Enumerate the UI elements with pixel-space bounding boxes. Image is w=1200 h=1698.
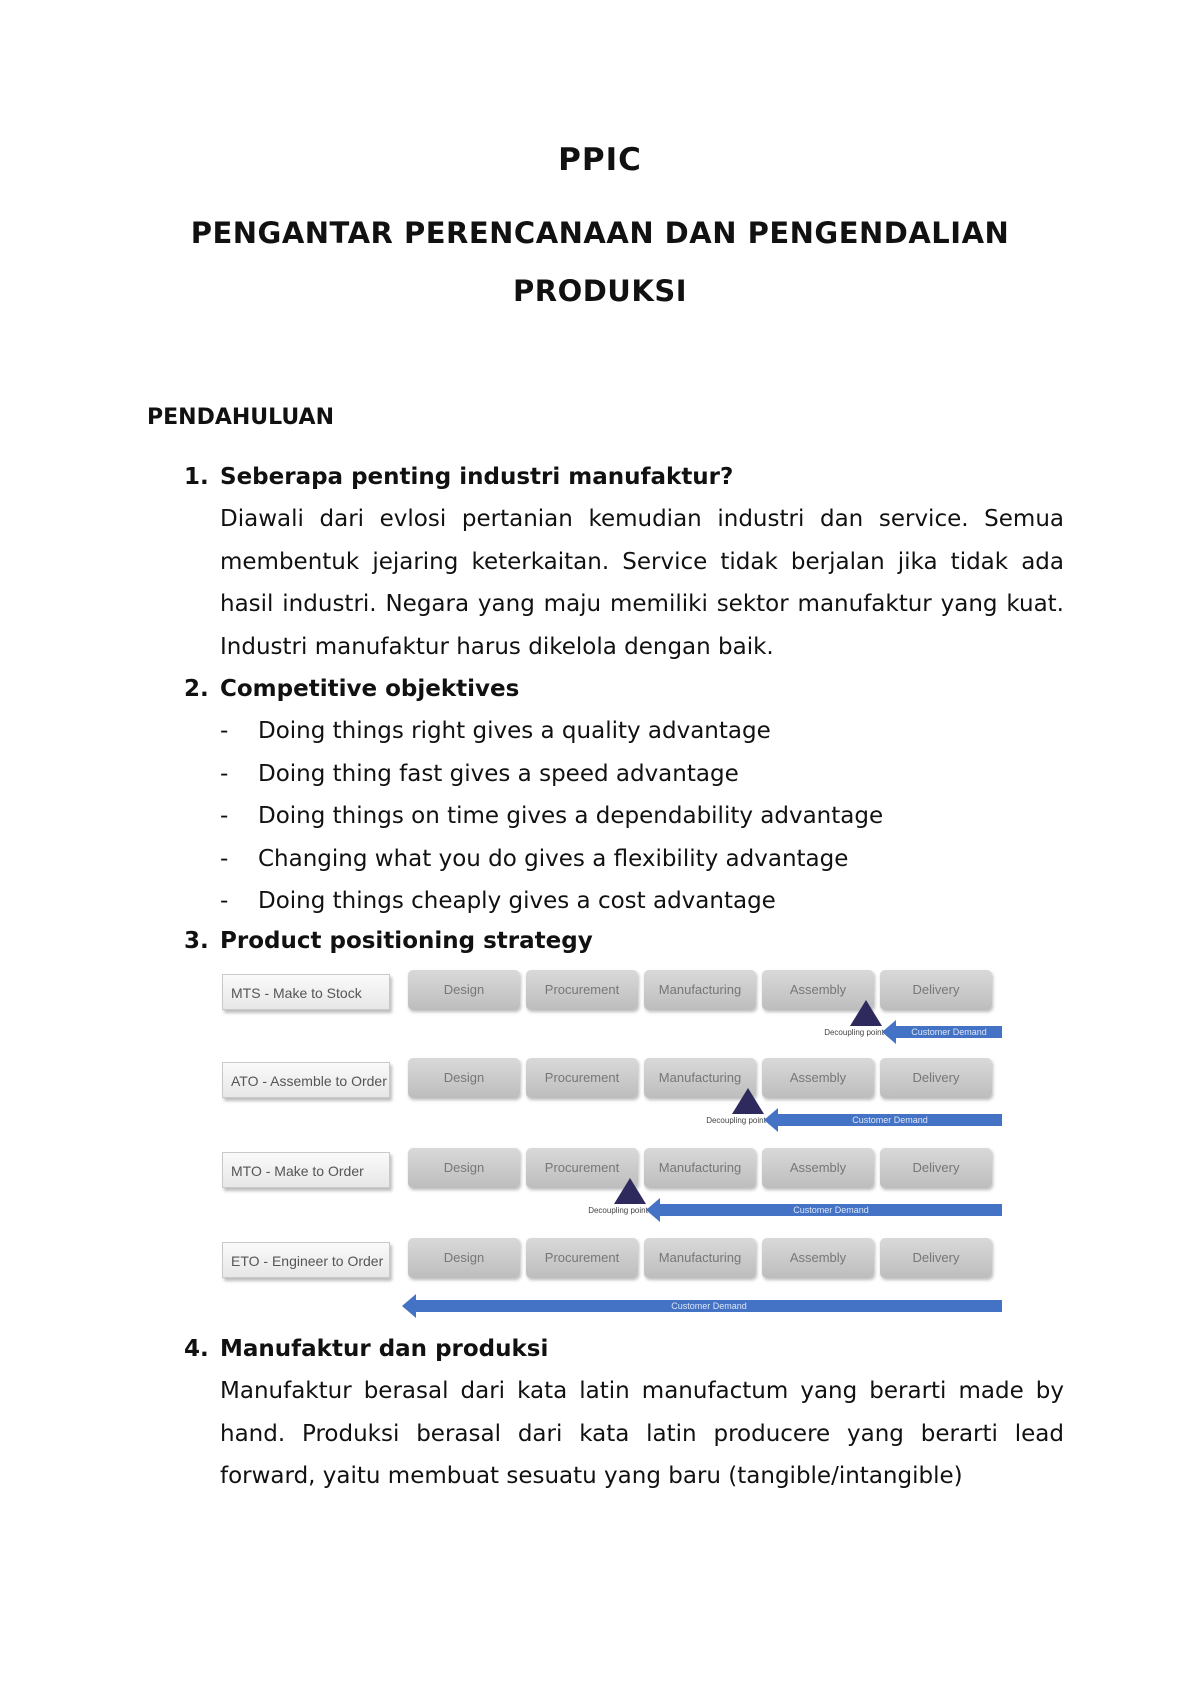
- bullet-list: [184, 710, 1064, 923]
- list-item-3: [184, 920, 1064, 962]
- bullet-dash: -: [220, 845, 229, 872]
- strategy-label: MTS - Make to Stock: [222, 974, 390, 1010]
- bullet-text: Doing things cheaply gives a cost advantage: [258, 888, 776, 914]
- bullet-text: Doing things on time gives a dependability advantage: [258, 803, 884, 829]
- process-step: Delivery: [880, 1148, 992, 1188]
- document-subtitle-line2: PRODUKSI: [512, 274, 687, 308]
- bullet-item: [220, 710, 1064, 753]
- item-heading: [184, 920, 1064, 962]
- section-heading: PENDAHULUAN: [147, 405, 334, 430]
- item-heading: [184, 456, 1064, 498]
- strategy-row: [220, 1056, 1010, 1136]
- bullet-text: Changing what you do gives a flexibility advantage: [258, 845, 849, 872]
- bullet-dash: -: [220, 888, 229, 914]
- process-step: Procurement: [526, 970, 638, 1010]
- process-step: Procurement: [526, 1148, 638, 1188]
- decoupling-point-label: Decoupling point: [824, 1028, 884, 1037]
- strategy-label: ETO - Engineer to Order: [222, 1242, 390, 1278]
- document-subtitle-line1: PENGANTAR PERENCANAAN DAN PENGENDALIAN: [190, 216, 1010, 250]
- decoupling-point-marker: [850, 1000, 882, 1026]
- bullet-text: Doing things right gives a quality advantage: [258, 718, 771, 744]
- bullet-item: [220, 795, 1064, 838]
- decoupling-point-label: Decoupling point: [588, 1206, 648, 1215]
- process-step: Design: [408, 1238, 520, 1278]
- item-title: Product positioning strategy: [220, 928, 593, 954]
- list-item-2: [184, 668, 1064, 923]
- customer-demand-label: Customer Demand: [671, 1301, 747, 1311]
- item-number: 3.: [184, 928, 209, 954]
- bullet-item: [220, 838, 1064, 881]
- customer-demand-arrow: [778, 1114, 1002, 1126]
- strategy-row: [220, 968, 1010, 1048]
- bullet-dash: -: [220, 803, 229, 829]
- item-number: 2.: [184, 676, 209, 702]
- item-number: 4.: [184, 1336, 209, 1362]
- process-step: Assembly: [762, 1058, 874, 1098]
- bullet-dash: -: [220, 718, 229, 744]
- bullet-item: [220, 880, 1064, 923]
- item-heading: [184, 668, 1064, 710]
- bullet-item: [220, 753, 1064, 796]
- process-step: Procurement: [526, 1238, 638, 1278]
- item-title: Competitive objektives: [220, 676, 520, 702]
- process-step: Design: [408, 1148, 520, 1188]
- process-step: Manufacturing: [644, 1238, 756, 1278]
- item-paragraph: Manufaktur berasal dari kata latin manufactum yang berarti made by hand. Produksi berasal dari kata latin producere yang berarti lead forward, yaitu membuat sesuatu yang baru (tangible/intangible): [220, 1378, 1064, 1489]
- positioning-strategy-diagram: [220, 968, 1010, 1320]
- process-step: Assembly: [762, 970, 874, 1010]
- customer-demand-label: Customer Demand: [793, 1205, 869, 1215]
- process-step: Delivery: [880, 1058, 992, 1098]
- process-step: Design: [408, 970, 520, 1010]
- list-item-1: [184, 456, 1064, 668]
- process-step: Assembly: [762, 1238, 874, 1278]
- process-step: Assembly: [762, 1148, 874, 1188]
- customer-demand-arrow: [660, 1204, 1002, 1216]
- customer-demand-arrow: [416, 1300, 1002, 1312]
- process-step: Manufacturing: [644, 1058, 756, 1098]
- item-heading: [184, 1328, 1064, 1370]
- strategy-label: MTO - Make to Order: [222, 1152, 390, 1188]
- item-paragraph: Diawali dari evlosi pertanian kemudian industri dan service. Semua membentuk jejaring keterkaitan. Service tidak berjalan jika tidak ada hasil industri. Negara yang maju memiliki sektor manufaktur yang kuat. Industri manufaktur harus dikelola dengan baik.: [220, 506, 1064, 660]
- strategy-row: [220, 1146, 1010, 1226]
- decoupling-point-marker: [732, 1088, 764, 1114]
- item-title: Manufaktur dan produksi: [220, 1336, 549, 1362]
- process-step: Manufacturing: [644, 1148, 756, 1188]
- strategy-row: [220, 1236, 1010, 1316]
- item-title: Seberapa penting industri manufaktur?: [220, 464, 734, 490]
- process-step: Design: [408, 1058, 520, 1098]
- process-step: Manufacturing: [644, 970, 756, 1010]
- item-number: 1.: [184, 464, 209, 490]
- document-title: PPIC: [558, 142, 642, 178]
- process-step: Procurement: [526, 1058, 638, 1098]
- customer-demand-label: Customer Demand: [852, 1115, 928, 1125]
- bullet-dash: -: [220, 760, 229, 787]
- bullet-text: Doing thing fast gives a speed advantage: [258, 760, 739, 787]
- strategy-label: ATO - Assemble to Order: [222, 1062, 390, 1098]
- decoupling-point-label: Decoupling point: [706, 1116, 766, 1125]
- list-item-4: [184, 1328, 1064, 1498]
- process-step: Delivery: [880, 970, 992, 1010]
- customer-demand-arrow: [896, 1026, 1002, 1038]
- decoupling-point-marker: [614, 1178, 646, 1204]
- process-step: Delivery: [880, 1238, 992, 1278]
- customer-demand-label: Customer Demand: [911, 1027, 987, 1037]
